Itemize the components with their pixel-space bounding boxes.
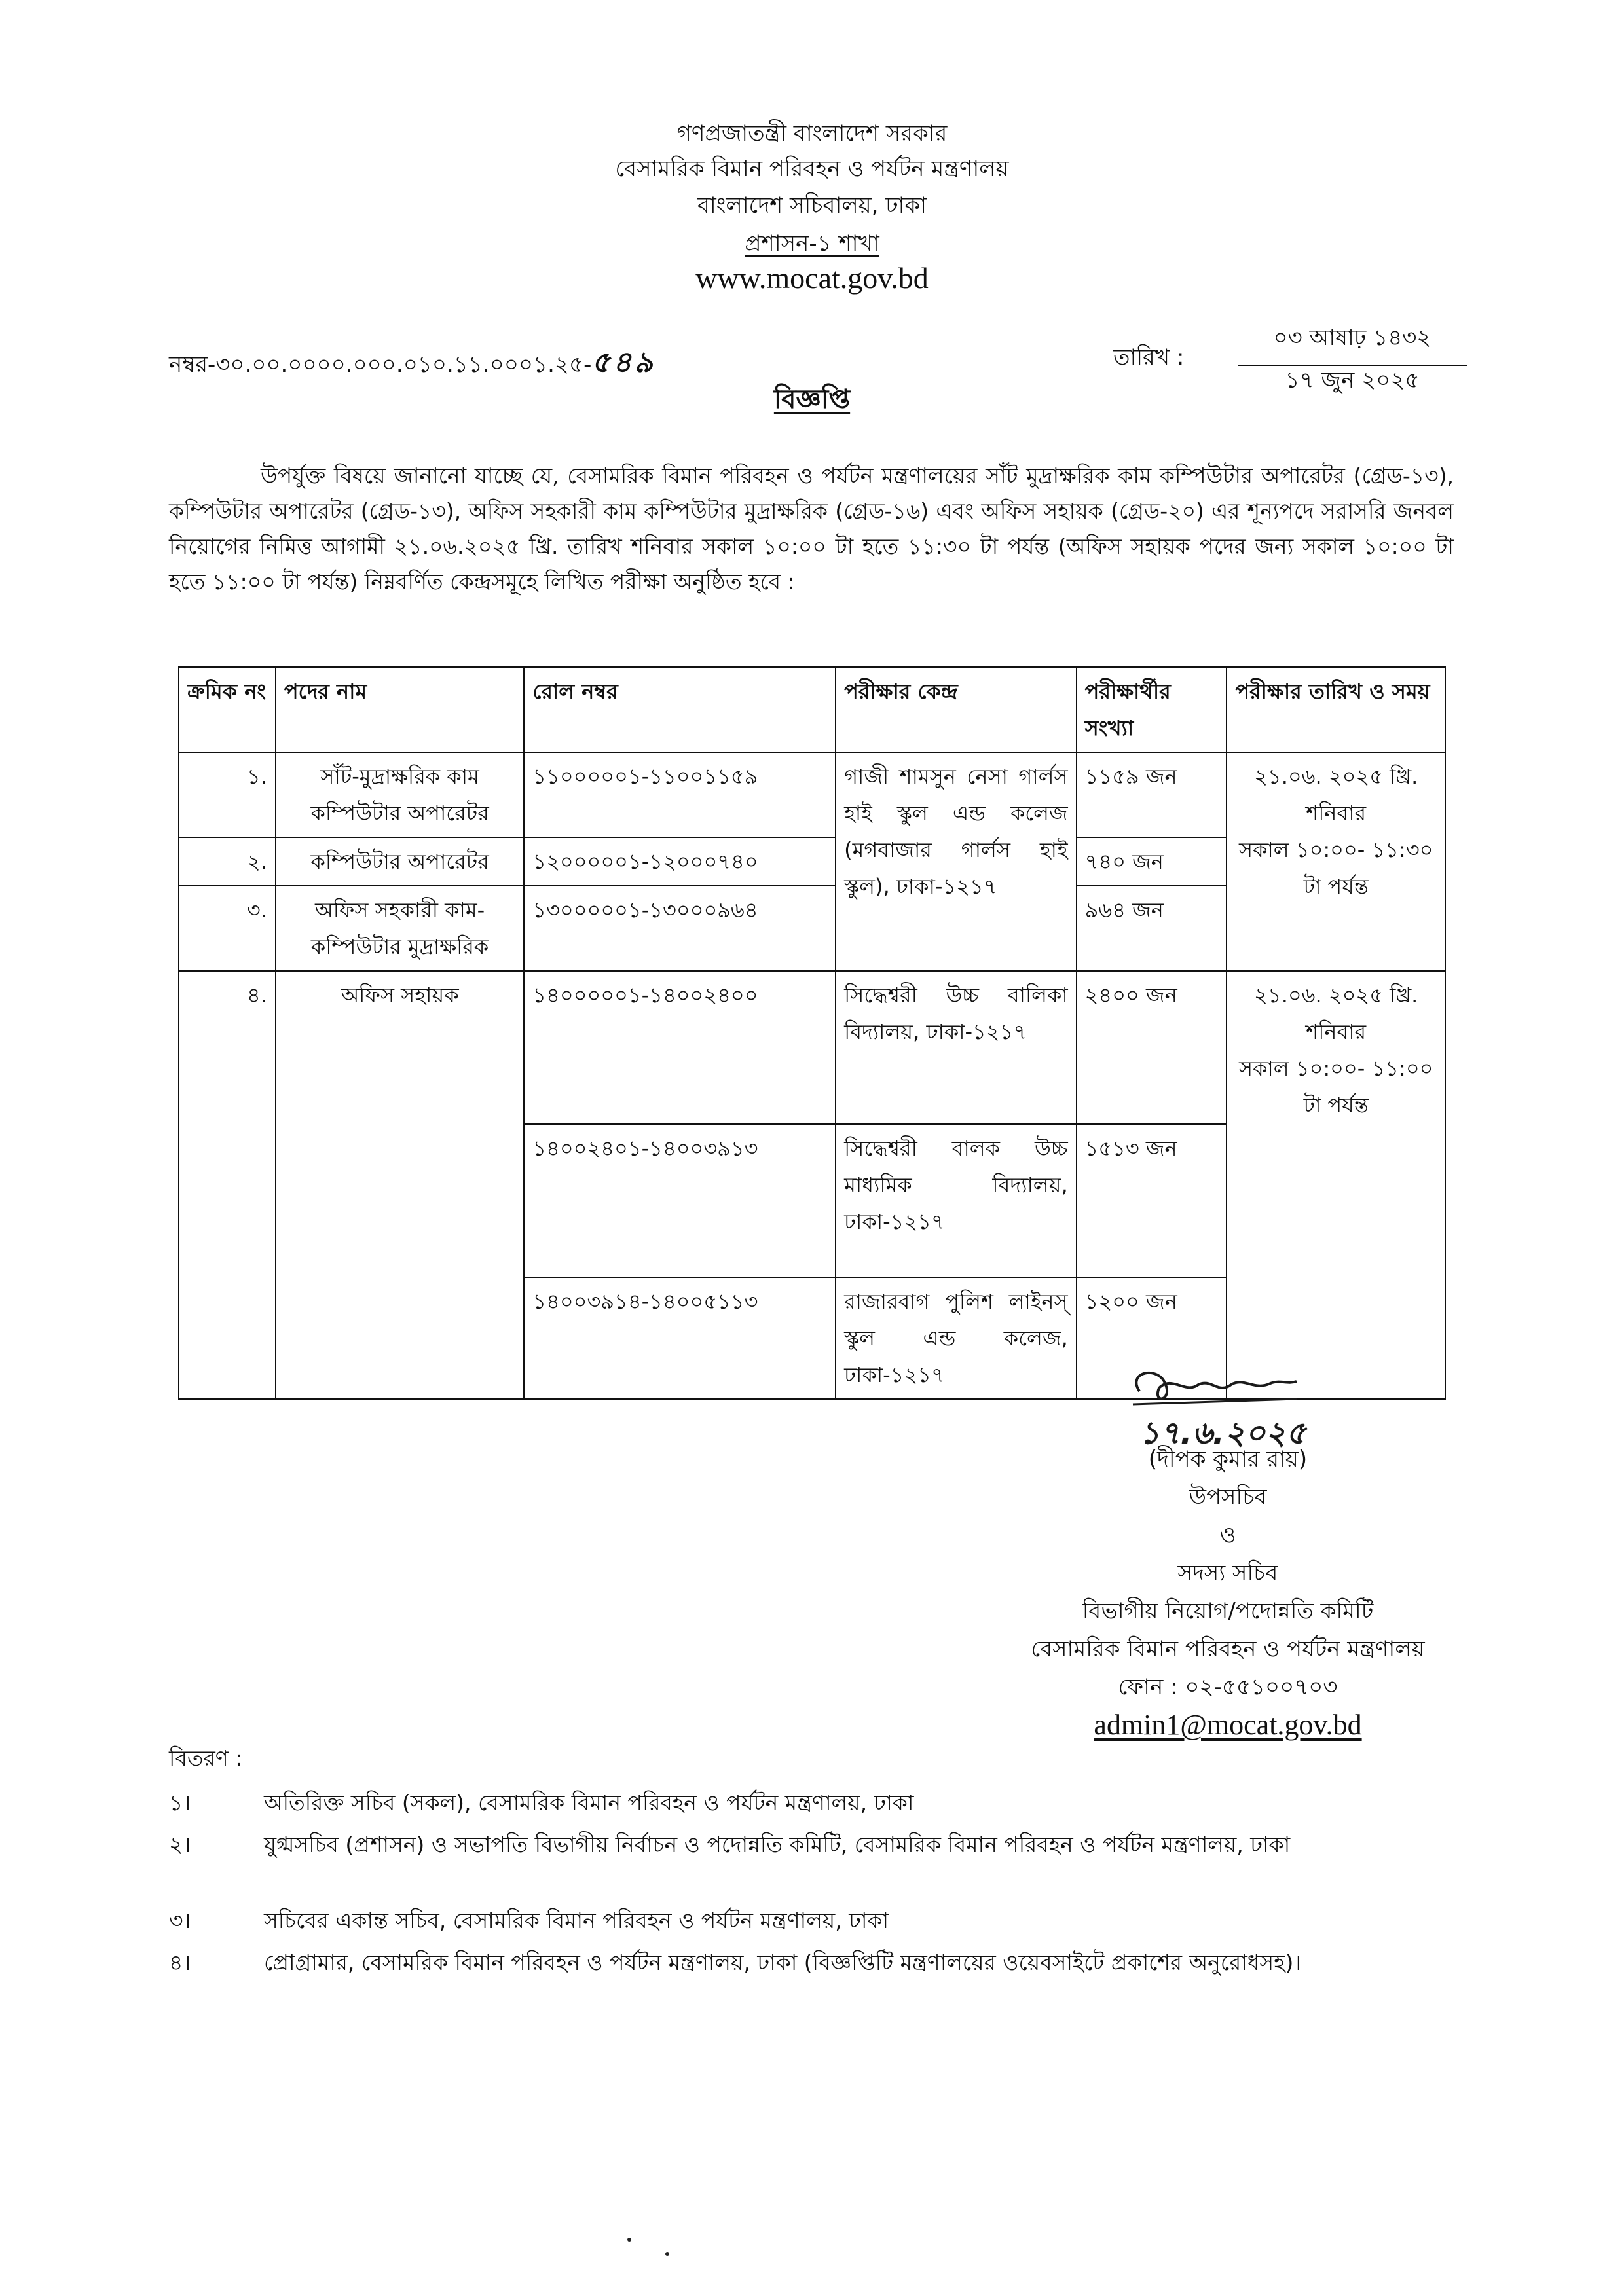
cell-centre: রাজারবাগ পুলিশ লাইনস্ স্কুল এন্ড কলেজ, ঢাকা-১২১৭ [836, 1277, 1077, 1399]
signatory-phone: ফোন : ০২-৫৫১০০৭০৩ [1118, 1674, 1338, 1700]
table-row [179, 971, 1445, 1124]
distribution-number: ৪। [169, 1950, 191, 1975]
cell-roll: ১১০০০০০১-১১০০১১৫৯ [524, 752, 836, 837]
exam-date: ২১.০৬. ২০২৫ খ্রি. [1254, 983, 1418, 1008]
cell-count: ১২০০ জন [1077, 1277, 1227, 1399]
signatory-ministry: বেসামরিক বিমান পরিবহন ও পর্যটন মন্ত্রণালয় [1031, 1636, 1425, 1662]
exam-day: শনিবার [1306, 801, 1367, 826]
signatory-committee: বিভাগীয় নিয়োগ/পদোন্নতি কমিটি [1082, 1598, 1374, 1624]
cell-serial: ৩. [179, 886, 276, 971]
distribution-text: সচিবের একান্ত সচিব, বেসামরিক বিমান পরিবহন ও পর্যটন মন্ত্রণালয়, ঢাকা [264, 1908, 889, 1933]
signatory-role: সদস্য সচিব [1177, 1560, 1278, 1586]
cell-count: ১১৫৯ জন [1077, 752, 1227, 837]
cell-post: সাঁট-মুদ্রাক্ষরিক কাম কম্পিউটার অপারেটর [276, 752, 524, 837]
cell-serial: ১. [179, 752, 276, 837]
cell-centre: সিদ্ধেশ্বরী বালক উচ্চ মাধ্যমিক বিদ্যালয়, ঢাকা-১২১৭ [836, 1124, 1077, 1277]
header-count: পরীক্ষার্থীর সংখ্যা [1077, 667, 1227, 752]
cell-count: ৭৪০ জন [1077, 837, 1227, 886]
table-header-row [179, 667, 1445, 752]
ministry-name: বেসামরিক বিমান পরিবহন ও পর্যটন মন্ত্রণালয় [615, 156, 1009, 182]
cell-centre: গাজী শামসুন নেসা গার্লস হাই স্কুল এন্ড কলেজ (মগবাজার গার্লস হাই স্কুল), ঢাকা-১২১৭ [836, 752, 1077, 971]
cell-count: ১৫১৩ জন [1077, 1124, 1227, 1277]
cell-post: অফিস সহকারী কাম-কম্পিউটার মুদ্রাক্ষরিক [276, 886, 524, 971]
cell-count: ৯৬৪ জন [1077, 886, 1227, 971]
cell-serial: ৪. [179, 971, 276, 1399]
exam-time: সকাল ১০:০০- ১১:৩০ টা পর্যন্ত [1239, 837, 1433, 899]
cell-post: অফিস সহায়ক [276, 971, 524, 1399]
exam-time: সকাল ১০:০০- ১১:০০ টা পর্যন্ত [1239, 1056, 1433, 1118]
scan-speck [627, 2238, 631, 2242]
distribution-heading: বিতরণ : [169, 1745, 243, 1771]
date-label: তারিখ : [1113, 344, 1185, 371]
distribution-text: যুগ্মসচিব (প্রশাসন) ও সভাপতি বিভাগীয় নির্বাচন ও পদোন্নতি কমিটি, বেসামরিক বিমান পরিবহন ও পর্যটন মন্ত্রণালয়, ঢাকা [264, 1832, 1291, 1857]
notice-title-line [0, 378, 1624, 422]
cell-serial: ২. [179, 837, 276, 886]
notice-body: উপর্যুক্ত বিষয়ে জানানো যাচ্ছে যে, বেসামরিক বিমান পরিবহন ও পর্যটন মন্ত্রণালয়ের সাঁট মুদ্রাক্ষরিক কাম কম্পিউটার অপারেটর (গ্রেড-১৩), কম্পিউটার অপারেটর (গ্রেড-১৩), অফিস সহকারী কাম কম্পিউটার মুদ্রাক্ষরিক (গ্রেড-১৬) এবং অফিস সহায়ক (গ্রেড-২০) এর শূন্যপদে সরাসরি জনবল নিয়োগের নিমিত্ত আগামী ২১.০৬.২০২৫ খ্রি. তারিখ শনিবার সকাল ১০:০০ টা হতে ১১:৩০ টা পর্যন্ত (অফিস সহায়ক পদের জন্য সকাল ১০:০০ টা হতে ১১:০০ টা পর্যন্ত) নিম্নবর্ণিত কেন্দ্রসমূহে লিখিত পরীক্ষা অনুষ্ঠিত হবে : [169, 463, 1454, 594]
website-url[interactable]: www.mocat.gov.bd [695, 261, 929, 295]
header-post: পদের নাম [276, 667, 524, 752]
date-english: ১৭ জুন ২০২৫ [1285, 367, 1420, 393]
cell-post: কম্পিউটার অপারেটর [276, 837, 524, 886]
cell-roll: ১৪০০২৪০১-১৪০০৩৯১৩ [524, 1124, 836, 1277]
signatory-email[interactable]: admin1@mocat.gov.bd [1094, 1709, 1362, 1741]
table-row [179, 752, 1445, 837]
header-serial: ক্রমিক নং [179, 667, 276, 752]
memo-number-handwritten: ৫৪৯ [591, 346, 655, 379]
govt-name: গণপ্রজাতন্ত্রী বাংলাদেশ সরকার [676, 120, 948, 147]
signature-date: ১৭.৬.২০২৫ [1139, 1415, 1306, 1451]
cell-date-time [1227, 752, 1445, 971]
cell-roll: ১৩০০০০০১-১৩০০০৯৬৪ [524, 886, 836, 971]
cell-roll: ১৪০০৩৯১৪-১৪০০৫১১৩ [524, 1277, 836, 1399]
distribution-number: ৩। [169, 1908, 191, 1933]
date-bangla: ০৩ আষাঢ় ১৪৩২ [1238, 321, 1467, 366]
cell-roll: ১৪০০০০০১-১৪০০২৪০০ [524, 971, 836, 1124]
exam-date: ২১.০৬. ২০২৫ খ্রি. [1254, 764, 1418, 789]
notice-title: বিজ্ঞপ্তি [773, 384, 851, 414]
cell-centre: সিদ্ধেশ্বরী উচ্চ বালিকা বিদ্যালয়, ঢাকা-১২১৭ [836, 971, 1077, 1124]
header-roll: রোল নম্বর [524, 667, 836, 752]
distribution-number: ১। [169, 1790, 191, 1815]
cell-count: ২৪০০ জন [1077, 971, 1227, 1124]
memo-number-prefix: নম্বর-৩০.০০.০০০০.০০০.০১০.১১.০০০১.২৫- [169, 352, 592, 378]
distribution-text: প্রোগ্রামার, বেসামরিক বিমান পরিবহন ও পর্যটন মন্ত্রণালয়, ঢাকা (বিজ্ঞপ্তিটি মন্ত্রণালয়ের ওয়েবসাইটে প্রকাশের অনুরোধসহ)। [264, 1950, 1302, 1975]
distribution-number: ২। [169, 1832, 191, 1857]
signature-block [950, 1440, 1506, 1744]
secretariat-name: বাংলাদেশ সচিবালয়, ঢাকা [697, 192, 927, 219]
section-line [0, 227, 1624, 264]
distribution-text: অতিরিক্ত সচিব (সকল), বেসামরিক বিমান পরিবহন ও পর্যটন মন্ত্রণালয়, ঢাকা [264, 1790, 914, 1815]
header-date-time: পরীক্ষার তারিখ ও সময় [1227, 667, 1445, 752]
cell-roll: ১২০০০০০১-১২০০০৭৪০ [524, 837, 836, 886]
exam-day: শনিবার [1306, 1019, 1367, 1044]
section-name: প্রশাসন-১ শাখা [745, 230, 879, 257]
cell-date-time [1227, 971, 1445, 1399]
signatory-and: ও [1219, 1522, 1236, 1548]
exam-schedule-table [178, 666, 1446, 1400]
signatory-name: (দীপক কুমার রায়) [1148, 1446, 1308, 1472]
header-centre: পরীক্ষার কেন্দ্র [836, 667, 1077, 752]
signatory-designation: উপসচিব [1189, 1484, 1267, 1510]
scan-speck [665, 2252, 669, 2256]
